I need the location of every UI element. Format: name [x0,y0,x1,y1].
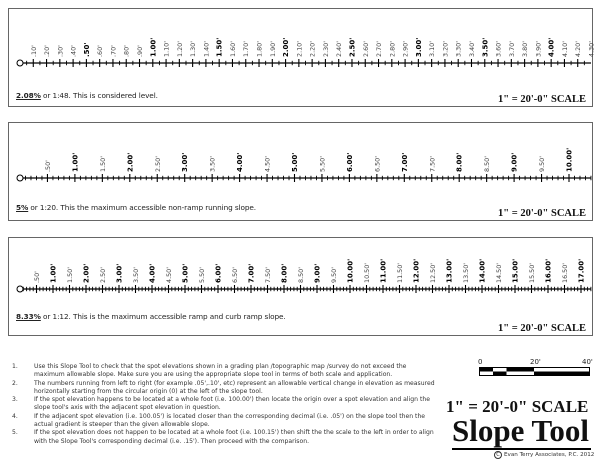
ruler-label: 1.50' [66,267,74,283]
ruler-label: 4.00' [148,263,157,283]
ruler-label: 9.00' [510,152,519,172]
ruler-label: 3.40' [467,41,476,57]
copyright [494,451,594,459]
ruler-label: 8.50' [483,156,492,172]
ruler-label: 2.70' [375,41,384,57]
ruler-label: .80' [122,45,131,57]
ruler-label: 6.00' [345,152,354,172]
instructions-list [8,363,438,446]
ruler-label: 9.50' [330,267,338,283]
item-number: 3. [12,396,18,404]
ruler-label: 11.00' [379,258,388,283]
ruler-label: 8.50' [297,267,305,283]
ruler-label: 6.50' [231,267,239,283]
ruler-label: 2.00' [282,37,291,57]
ruler-label: 16.00' [544,258,553,283]
slope-percent: 2.08% [16,91,41,100]
ruler-label: 4.10' [560,41,569,57]
ruler-label: .20' [43,45,52,57]
ruler-label: 1.00' [149,37,158,57]
scale-heading: 1" = 20'-0" SCALE [446,397,589,416]
ruler-label: 3.70' [507,41,516,57]
ruler-label: 3.30' [454,41,463,57]
ruler-label: 1.50' [98,156,107,172]
ruler-label: .30' [56,45,65,57]
ruler-label: 1.00' [49,263,58,283]
ruler-label: .10' [29,45,38,57]
ruler-label: 5.00' [291,152,299,172]
ruler-label: 4.00' [236,152,245,172]
ruler-label: 4.20' [574,41,583,57]
ruler-label: 5.50' [198,267,206,283]
ruler-label: 17.00' [577,258,586,283]
ruler-label: 3.00' [181,152,190,172]
slope-ruler-level [8,8,596,107]
graphic-scale-bar [479,367,591,377]
origin-circle-icon [17,60,23,66]
scale-note: 1" = 20'-0" SCALE [498,208,586,219]
ruler-label: 9.00' [313,263,322,283]
ruler-label: 6.50' [373,156,382,172]
ruler-label: 10.50' [363,262,371,283]
item-text: The numbers running from left to right (for example .05',.10', etc) represent an allowable vertical change in elevation as measured horizontally starting from the circular origin (0) at the left of the slope tool. [34,379,435,395]
item-text: If the adjacent spot elevation (i.e. 100.05') is located closer than the corresponding decimal (i.e. .05') on the slope tool then the actual gradient is steeper than the given allowable slope. [34,412,426,429]
ruler-label: 5.50' [318,156,327,172]
ruler-label: 3.00' [414,37,423,57]
instruction-item [8,380,438,397]
ruler-label: 2.20' [308,41,317,57]
ruler-label: 2.00' [126,152,135,172]
ruler-label: 4.00' [547,37,556,57]
ruler-label: .50' [33,271,41,283]
instruction-item [8,413,438,430]
ruler-label: 1.10' [162,41,171,57]
description-text: or 1:48. This is considered level. [40,91,158,100]
item-number: 2. [12,379,18,387]
tool-title: Slope Tool [452,413,589,448]
scale-note: 1" = 20'-0" SCALE [498,94,586,105]
ruler-label: 3.90' [534,41,543,57]
ruler-label: 10.00' [565,147,574,172]
ruler-label: 8.00' [280,263,289,283]
ruler-label: 1.40' [202,41,211,57]
ruler-label: 2.40' [335,41,344,57]
ruler-label: 3.50' [481,37,490,57]
ruler-label: .50' [82,42,91,57]
ruler-label: 4.50' [263,156,272,172]
slope-ruler-running [8,122,593,221]
ruler-label: 3.50' [208,156,217,172]
ruler-label: 4.50' [165,267,173,283]
description-text: or 1:12. This is the maximum accessible ramp and curb ramp slope. [40,312,286,321]
ruler-label: 1.70' [242,41,251,57]
ruler-description [16,203,256,212]
item-number: 4. [12,412,18,420]
slope-ruler-ramp [8,237,593,336]
ruler-label: 1.50' [215,37,224,57]
item-text: Use this Slope Tool to check that the spot elevations shown in a grading plan /topographic map /survey do not exceed the maximum allowable slope. Make sure you are using the appropriate slope tool in terms of both scale and application. [34,363,407,379]
ruler-label: 7.50' [264,267,272,283]
slope-percent: 5% [16,203,29,212]
ruler-label: 7.00' [400,152,409,172]
ruler-label: 2.00' [82,263,91,283]
copyright-icon: C [494,451,502,459]
ruler-label: 12.00' [412,258,421,283]
ruler-label: 1.90' [268,41,277,57]
ruler-label: 3.80' [521,41,530,57]
ruler-label: 2.30' [321,41,330,57]
item-number: 5. [12,429,18,437]
ruler-label: .90' [136,45,145,57]
ruler-label: 14.00' [478,258,487,283]
ruler-label: 14.50' [495,262,503,283]
ruler-label: .40' [69,45,78,57]
ruler-label: 15.00' [511,258,520,283]
instruction-item [8,429,438,446]
slope-percent: 8.33% [16,312,41,321]
origin-circle-icon [17,175,23,181]
ruler-label: 2.80' [388,41,397,57]
scale-bar-label: 0 [478,358,483,366]
scale-bar-label: 40' [582,358,593,366]
ruler-label: 2.50' [99,267,107,283]
ruler-description [16,312,286,321]
item-number: 1. [12,363,18,370]
ruler-label: 2.60' [361,41,370,57]
ruler-label: 10.00' [346,258,355,283]
scale-note: 1" = 20'-0" SCALE [498,323,586,334]
scale-bar-label: 20' [530,358,541,366]
ruler-label: 3.10' [428,41,437,57]
ruler-label: 15.50' [528,262,536,283]
ruler-label: 6.00' [214,263,223,283]
ruler-label: 3.20' [441,41,450,57]
ruler-label: 5.00' [181,263,190,283]
ruler-description [16,91,158,100]
ruler-label: 9.50' [538,156,547,172]
ruler-label: 7.00' [247,263,256,283]
ruler-label: 1.60' [228,41,237,57]
ruler-label: 13.50' [462,262,470,283]
ruler-label: 16.50' [561,262,569,283]
ruler-label: .50' [43,160,52,172]
ruler-label: 1.20' [175,41,184,57]
ruler-label: 3.60' [494,41,503,57]
ruler-label: 11.50' [396,262,404,283]
ruler-label: 12.50' [429,262,437,283]
ruler-label: 3.00' [115,263,124,283]
instruction-item [8,363,438,380]
ruler-label: 13.00' [445,258,454,283]
item-text: If the spot elevation does not happen to be located at a whole foot (i.e. 100.15') then shift the the scale to the left in order to align with the Slope Tool's corresponding decimal (i.e. .15'). Then proceed with the comparison. [34,429,434,445]
copyright-text: Evan Terry Associates, P.C. 2012 [504,452,595,458]
ruler-label: 2.90' [401,41,410,57]
ruler-label: 8.00' [455,152,464,172]
ruler-label: 3.50' [132,267,140,283]
ruler-label: 7.50' [428,156,437,172]
ruler-label: 2.50' [348,37,357,57]
ruler-label: .70' [109,45,118,57]
ruler-label: 2.50' [153,156,162,172]
ruler-label: .60' [96,45,105,57]
ruler-label: 2.10' [295,41,304,57]
item-text: If the spot elevation happens to be located at a whole foot (i.e. 100.00') then locate the origin over a spot elevation and align the slope tool's axis with the adjacent spot elevation in question. [34,396,430,412]
ruler-label: 1.80' [255,41,264,57]
origin-circle-icon [17,286,23,292]
description-text: or 1:20. This the maximum accessible non-ramp running slope. [28,203,257,212]
ruler-label: 1.30' [189,41,198,57]
ruler-label: 1.00' [71,152,80,172]
instruction-item [8,396,438,413]
ruler-label: 4.30' [587,41,596,57]
